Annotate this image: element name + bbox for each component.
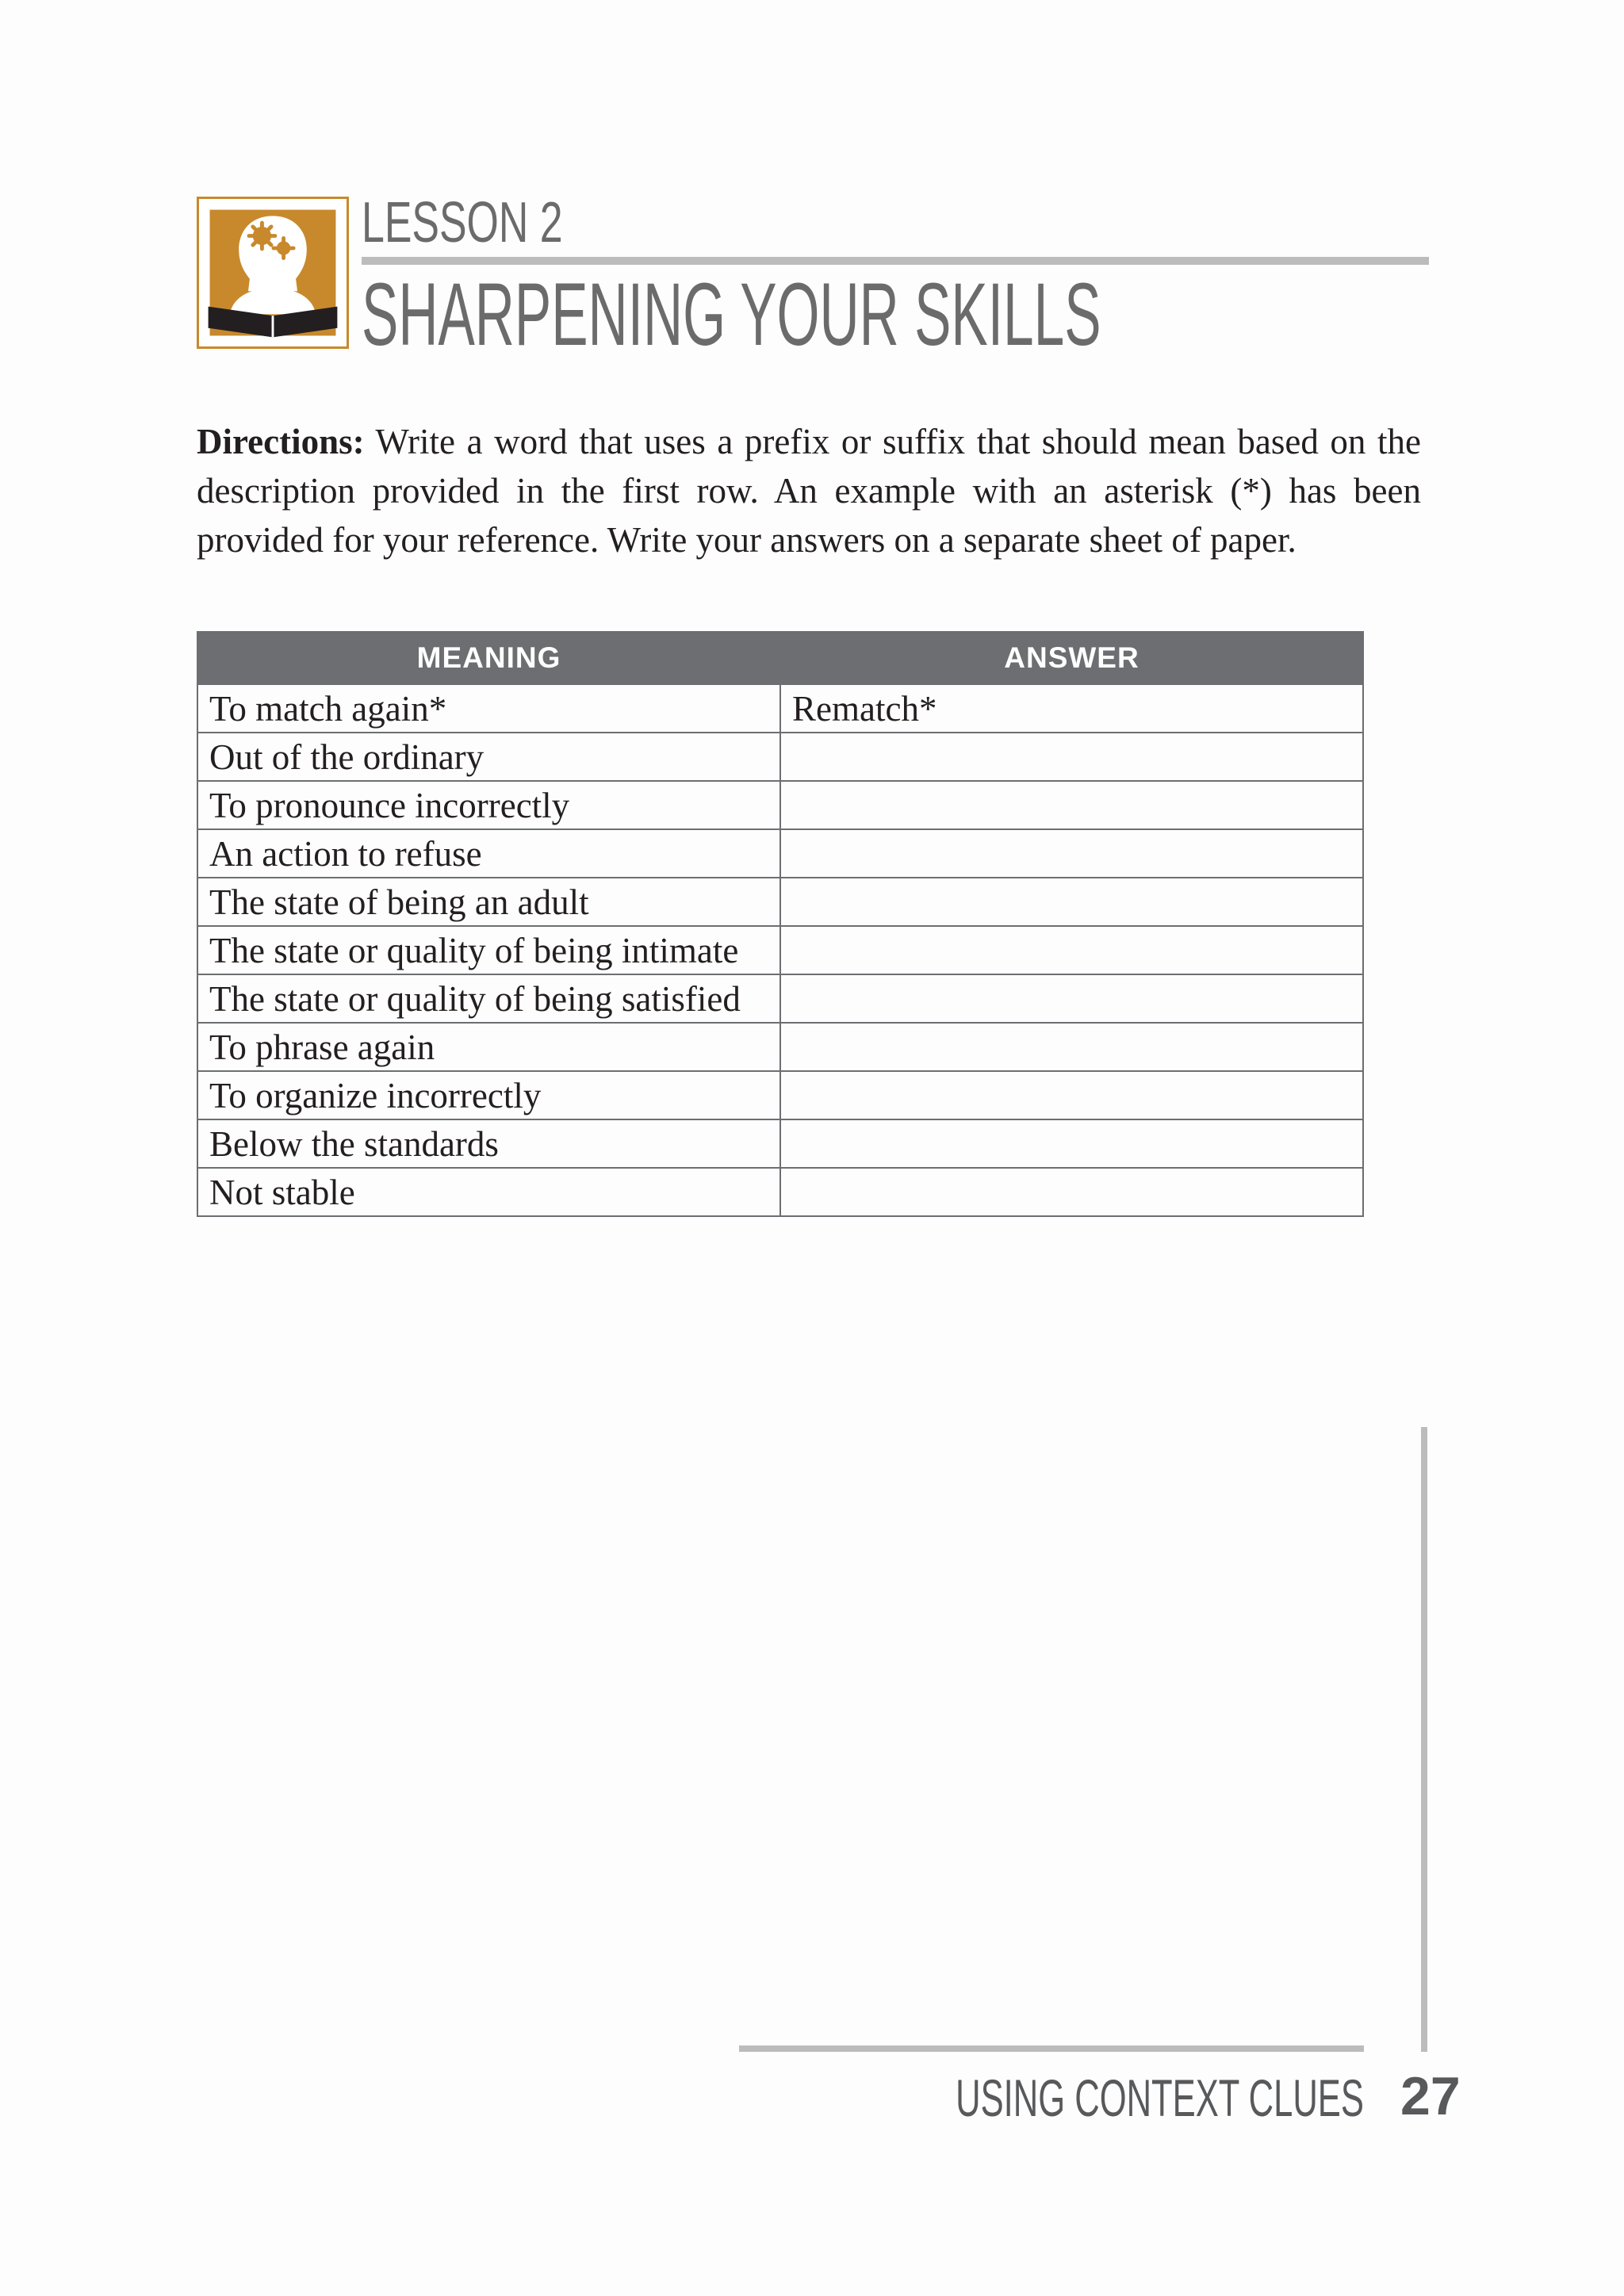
table-row	[197, 684, 1363, 733]
table-row	[197, 829, 1363, 878]
table-row	[197, 926, 1363, 974]
lesson-logo	[197, 197, 349, 349]
meaning-cell: Not stable	[197, 1168, 780, 1216]
answer-cell: Rematch*	[780, 684, 1363, 733]
footer-horizontal-rule	[739, 2045, 1364, 2052]
page-title: SHARPENING YOUR SKILLS	[362, 265, 1101, 364]
reader-with-gears-icon	[199, 199, 347, 346]
table-row	[197, 1168, 1363, 1216]
directions-text: Write a word that uses a prefix or suffix that should mean based on the description provided in the first row. An example with an asterisk (*) has been provided for your reference. Write your answers on a separate sheet of paper.	[197, 422, 1421, 560]
table-row	[197, 733, 1363, 781]
answer-cell	[780, 1071, 1363, 1119]
directions-label: Directions:	[197, 422, 365, 461]
title-rule	[362, 257, 1429, 265]
table-row	[197, 781, 1363, 829]
page-number: 27	[1400, 2066, 1461, 2126]
table-row	[197, 974, 1363, 1023]
header-meaning: MEANING	[197, 632, 780, 684]
meaning-cell: The state of being an adult	[197, 878, 780, 926]
answer-cell	[780, 1119, 1363, 1168]
lesson-label: LESSON 2	[362, 191, 563, 254]
meaning-cell: To organize incorrectly	[197, 1071, 780, 1119]
meaning-cell: Out of the ordinary	[197, 733, 780, 781]
answer-cell	[780, 1168, 1363, 1216]
meaning-cell: The state or quality of being satisfied	[197, 974, 780, 1023]
answer-cell	[780, 781, 1363, 829]
answer-cell	[780, 733, 1363, 781]
table-row	[197, 878, 1363, 926]
table-row	[197, 1071, 1363, 1119]
answer-cell	[780, 974, 1363, 1023]
meaning-cell: Below the standards	[197, 1119, 780, 1168]
answer-cell	[780, 926, 1363, 974]
answer-cell	[780, 878, 1363, 926]
prefix-suffix-table	[197, 631, 1364, 1217]
meaning-cell: The state or quality of being intimate	[197, 926, 780, 974]
answer-cell	[780, 1023, 1363, 1071]
footer-vertical-rule	[1421, 1427, 1427, 2052]
footer-section-title: USING CONTEXT CLUES	[956, 2068, 1364, 2127]
answer-cell	[780, 829, 1363, 878]
meaning-cell: To pronounce incorrectly	[197, 781, 780, 829]
directions-paragraph	[197, 417, 1421, 564]
table-row	[197, 1119, 1363, 1168]
meaning-cell: To phrase again	[197, 1023, 780, 1071]
table-row	[197, 1023, 1363, 1071]
meaning-cell: An action to refuse	[197, 829, 780, 878]
meaning-cell: To match again*	[197, 684, 780, 733]
table-header-row	[197, 632, 1363, 684]
header-answer: ANSWER	[780, 632, 1363, 684]
